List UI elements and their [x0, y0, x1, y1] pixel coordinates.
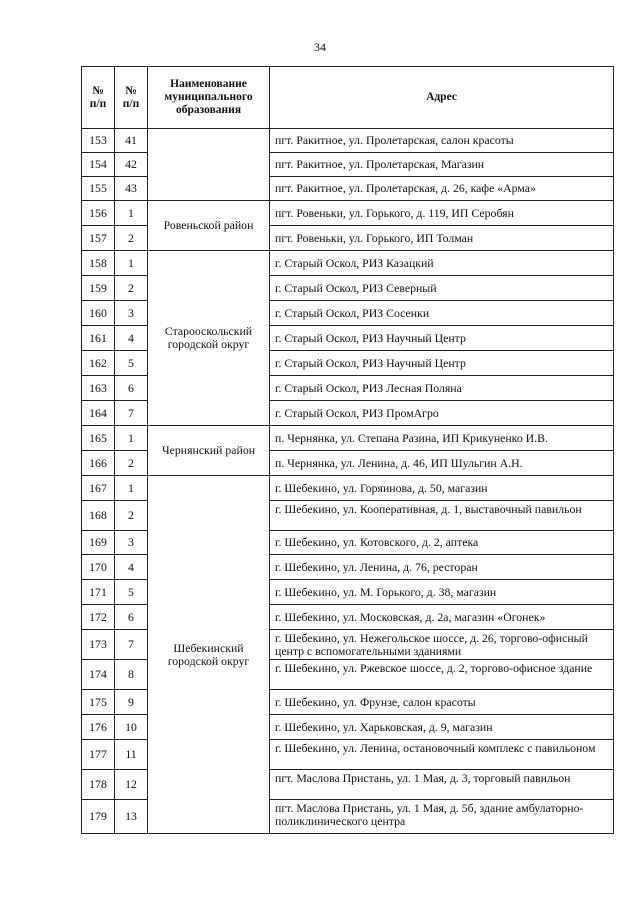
row-sub-number: 7: [115, 630, 148, 660]
address-cell: пгт. Ракитное, ул. Пролетарская, д. 26, кафе «Арма»: [270, 177, 614, 201]
row-sub-number: 41: [115, 129, 148, 153]
municipality-cell: [148, 476, 270, 834]
row-sub-number: 42: [115, 153, 148, 177]
address-cell: пгт. Маслова Пристань, ул. 1 Мая, д. 5б, здание амбулаторно-поликлинического центра: [270, 800, 614, 834]
address-cell: г. Шебекино, ул. Ленина, д. 76, ресторан: [270, 555, 614, 580]
row-sub-number: 43: [115, 177, 148, 201]
row-number: 172: [82, 605, 115, 630]
row-sub-number: 1: [115, 426, 148, 451]
row-sub-number: 6: [115, 605, 148, 630]
row-number: 171: [82, 580, 115, 605]
row-sub-number: 1: [115, 201, 148, 226]
row-sub-number: 4: [115, 326, 148, 351]
municipality-name: Старооскольский городской округ: [164, 324, 253, 351]
address-cell: г. Старый Оскол, РИЗ Лесная Поляна: [270, 376, 614, 401]
table-row: [82, 201, 614, 226]
row-number: 169: [82, 531, 115, 555]
municipality-cell: [148, 201, 270, 251]
row-sub-number: 1: [115, 476, 148, 501]
address-cell: пгт. Ровеньки, ул. Горького, д. 119, ИП Серобян: [270, 201, 614, 226]
municipality-cell: [148, 251, 270, 426]
header-municipality: [148, 67, 270, 129]
table-row: [82, 251, 614, 276]
row-number: 164: [82, 401, 115, 426]
row-number: 160: [82, 301, 115, 326]
address-cell: г. Старый Оскол, РИЗ ПромАгро: [270, 401, 614, 426]
address-cell: г. Шебекино, ул. Ленина, остановочный комплекс с павильоном: [270, 740, 614, 770]
header-address-label: Адрес: [426, 91, 457, 103]
address-cell: г. Шебекино, ул. Ржевское шоссе, д. 2, торгово-офисное здание: [270, 660, 614, 690]
row-sub-number: 4: [115, 555, 148, 580]
table-row: [82, 129, 614, 153]
row-number: 165: [82, 426, 115, 451]
row-sub-number: 2: [115, 226, 148, 251]
row-number: 156: [82, 201, 115, 226]
address-cell: п. Чернянка, ул. Ленина, д. 46, ИП Шульгин А.Н.: [270, 451, 614, 476]
table-row: [82, 476, 614, 501]
row-number: 173: [82, 630, 115, 660]
header-num-label: № п/п: [89, 84, 107, 110]
row-sub-number: 13: [115, 800, 148, 834]
address-cell: п. Чернянка, ул. Степана Разина, ИП Крикуненко И.В.: [270, 426, 614, 451]
header-sub-label: № п/п: [122, 84, 140, 110]
municipality-name: Чернянский район: [161, 443, 256, 457]
header-row: [82, 67, 614, 129]
address-cell: г. Старый Оскол, РИЗ Казацкий: [270, 251, 614, 276]
address-cell: г. Старый Оскол, РИЗ Научный Центр: [270, 351, 614, 376]
header-num: [82, 67, 115, 129]
address-cell: пгт. Маслова Пристань, ул. 1 Мая, д. 3, торговый павильон: [270, 770, 614, 800]
row-sub-number: 5: [115, 580, 148, 605]
address-cell: пгт. Ровеньки, ул. Горького, ИП Толман: [270, 226, 614, 251]
row-number: 157: [82, 226, 115, 251]
row-number: 167: [82, 476, 115, 501]
address-cell: г. Старый Оскол, РИЗ Научный Центр: [270, 326, 614, 351]
address-cell: г. Шебекино, ул. М. Горького, д. 38, магазин: [270, 580, 614, 605]
row-sub-number: 11: [115, 740, 148, 770]
row-sub-number: 12: [115, 770, 148, 800]
row-number: 170: [82, 555, 115, 580]
row-sub-number: 8: [115, 660, 148, 690]
page-number: 34: [314, 40, 326, 54]
row-sub-number: 2: [115, 501, 148, 531]
row-sub-number: 3: [115, 301, 148, 326]
table-row: [82, 426, 614, 451]
address-cell: г. Шебекино, ул. Харьковская, д. 9, магазин: [270, 715, 614, 740]
row-number: 166: [82, 451, 115, 476]
header-sub: [115, 67, 148, 129]
row-number: 155: [82, 177, 115, 201]
municipality-cell: [148, 426, 270, 476]
municipality-name: Шебекинский городской округ: [167, 640, 250, 668]
address-cell: г. Шебекино, ул. Нежегольское шоссе, д. 26, торгово-офисный центр с вспомогательными зданиями: [270, 630, 614, 660]
row-sub-number: 3: [115, 531, 148, 555]
row-number: 179: [82, 800, 115, 834]
row-sub-number: 6: [115, 376, 148, 401]
row-number: 159: [82, 276, 115, 301]
row-sub-number: 2: [115, 451, 148, 476]
municipality-name: Ровеньской район: [163, 218, 254, 232]
row-sub-number: 2: [115, 276, 148, 301]
row-number: 174: [82, 660, 115, 690]
address-cell: пгт. Ракитное, ул. Пролетарская, Магазин: [270, 153, 614, 177]
address-cell: г. Шебекино, ул. Фрунзе, салон красоты: [270, 690, 614, 715]
row-number: 175: [82, 690, 115, 715]
row-number: 176: [82, 715, 115, 740]
address-cell: г. Шебекино, ул. Кооперативная, д. 1, выставочный павильон: [270, 501, 614, 531]
row-number: 154: [82, 153, 115, 177]
address-cell: г. Шебекино, ул. Московская, д. 2а, магазин «Огонек»: [270, 605, 614, 630]
row-number: 153: [82, 129, 115, 153]
row-number: 177: [82, 740, 115, 770]
row-sub-number: 7: [115, 401, 148, 426]
municipality-cell: [148, 129, 270, 201]
row-sub-number: 1: [115, 251, 148, 276]
address-cell: г. Старый Оскол, РИЗ Сосенки: [270, 301, 614, 326]
row-number: 158: [82, 251, 115, 276]
row-sub-number: 9: [115, 690, 148, 715]
row-sub-number: 10: [115, 715, 148, 740]
row-number: 168: [82, 501, 115, 531]
address-cell: г. Шебекино, ул. Котовского, д. 2, аптека: [270, 531, 614, 555]
data-table: [81, 66, 614, 834]
header-municipality-label: Наименование муниципального образования: [164, 78, 253, 116]
row-number: 163: [82, 376, 115, 401]
address-cell: г. Шебекино, ул. Горяинова, д. 50, магазин: [270, 476, 614, 501]
address-cell: пгт. Ракитное, ул. Пролетарская, салон красоты: [270, 129, 614, 153]
row-number: 161: [82, 326, 115, 351]
row-number: 162: [82, 351, 115, 376]
row-sub-number: 5: [115, 351, 148, 376]
header-address: [270, 67, 614, 129]
row-number: 178: [82, 770, 115, 800]
address-cell: г. Старый Оскол, РИЗ Северный: [270, 276, 614, 301]
